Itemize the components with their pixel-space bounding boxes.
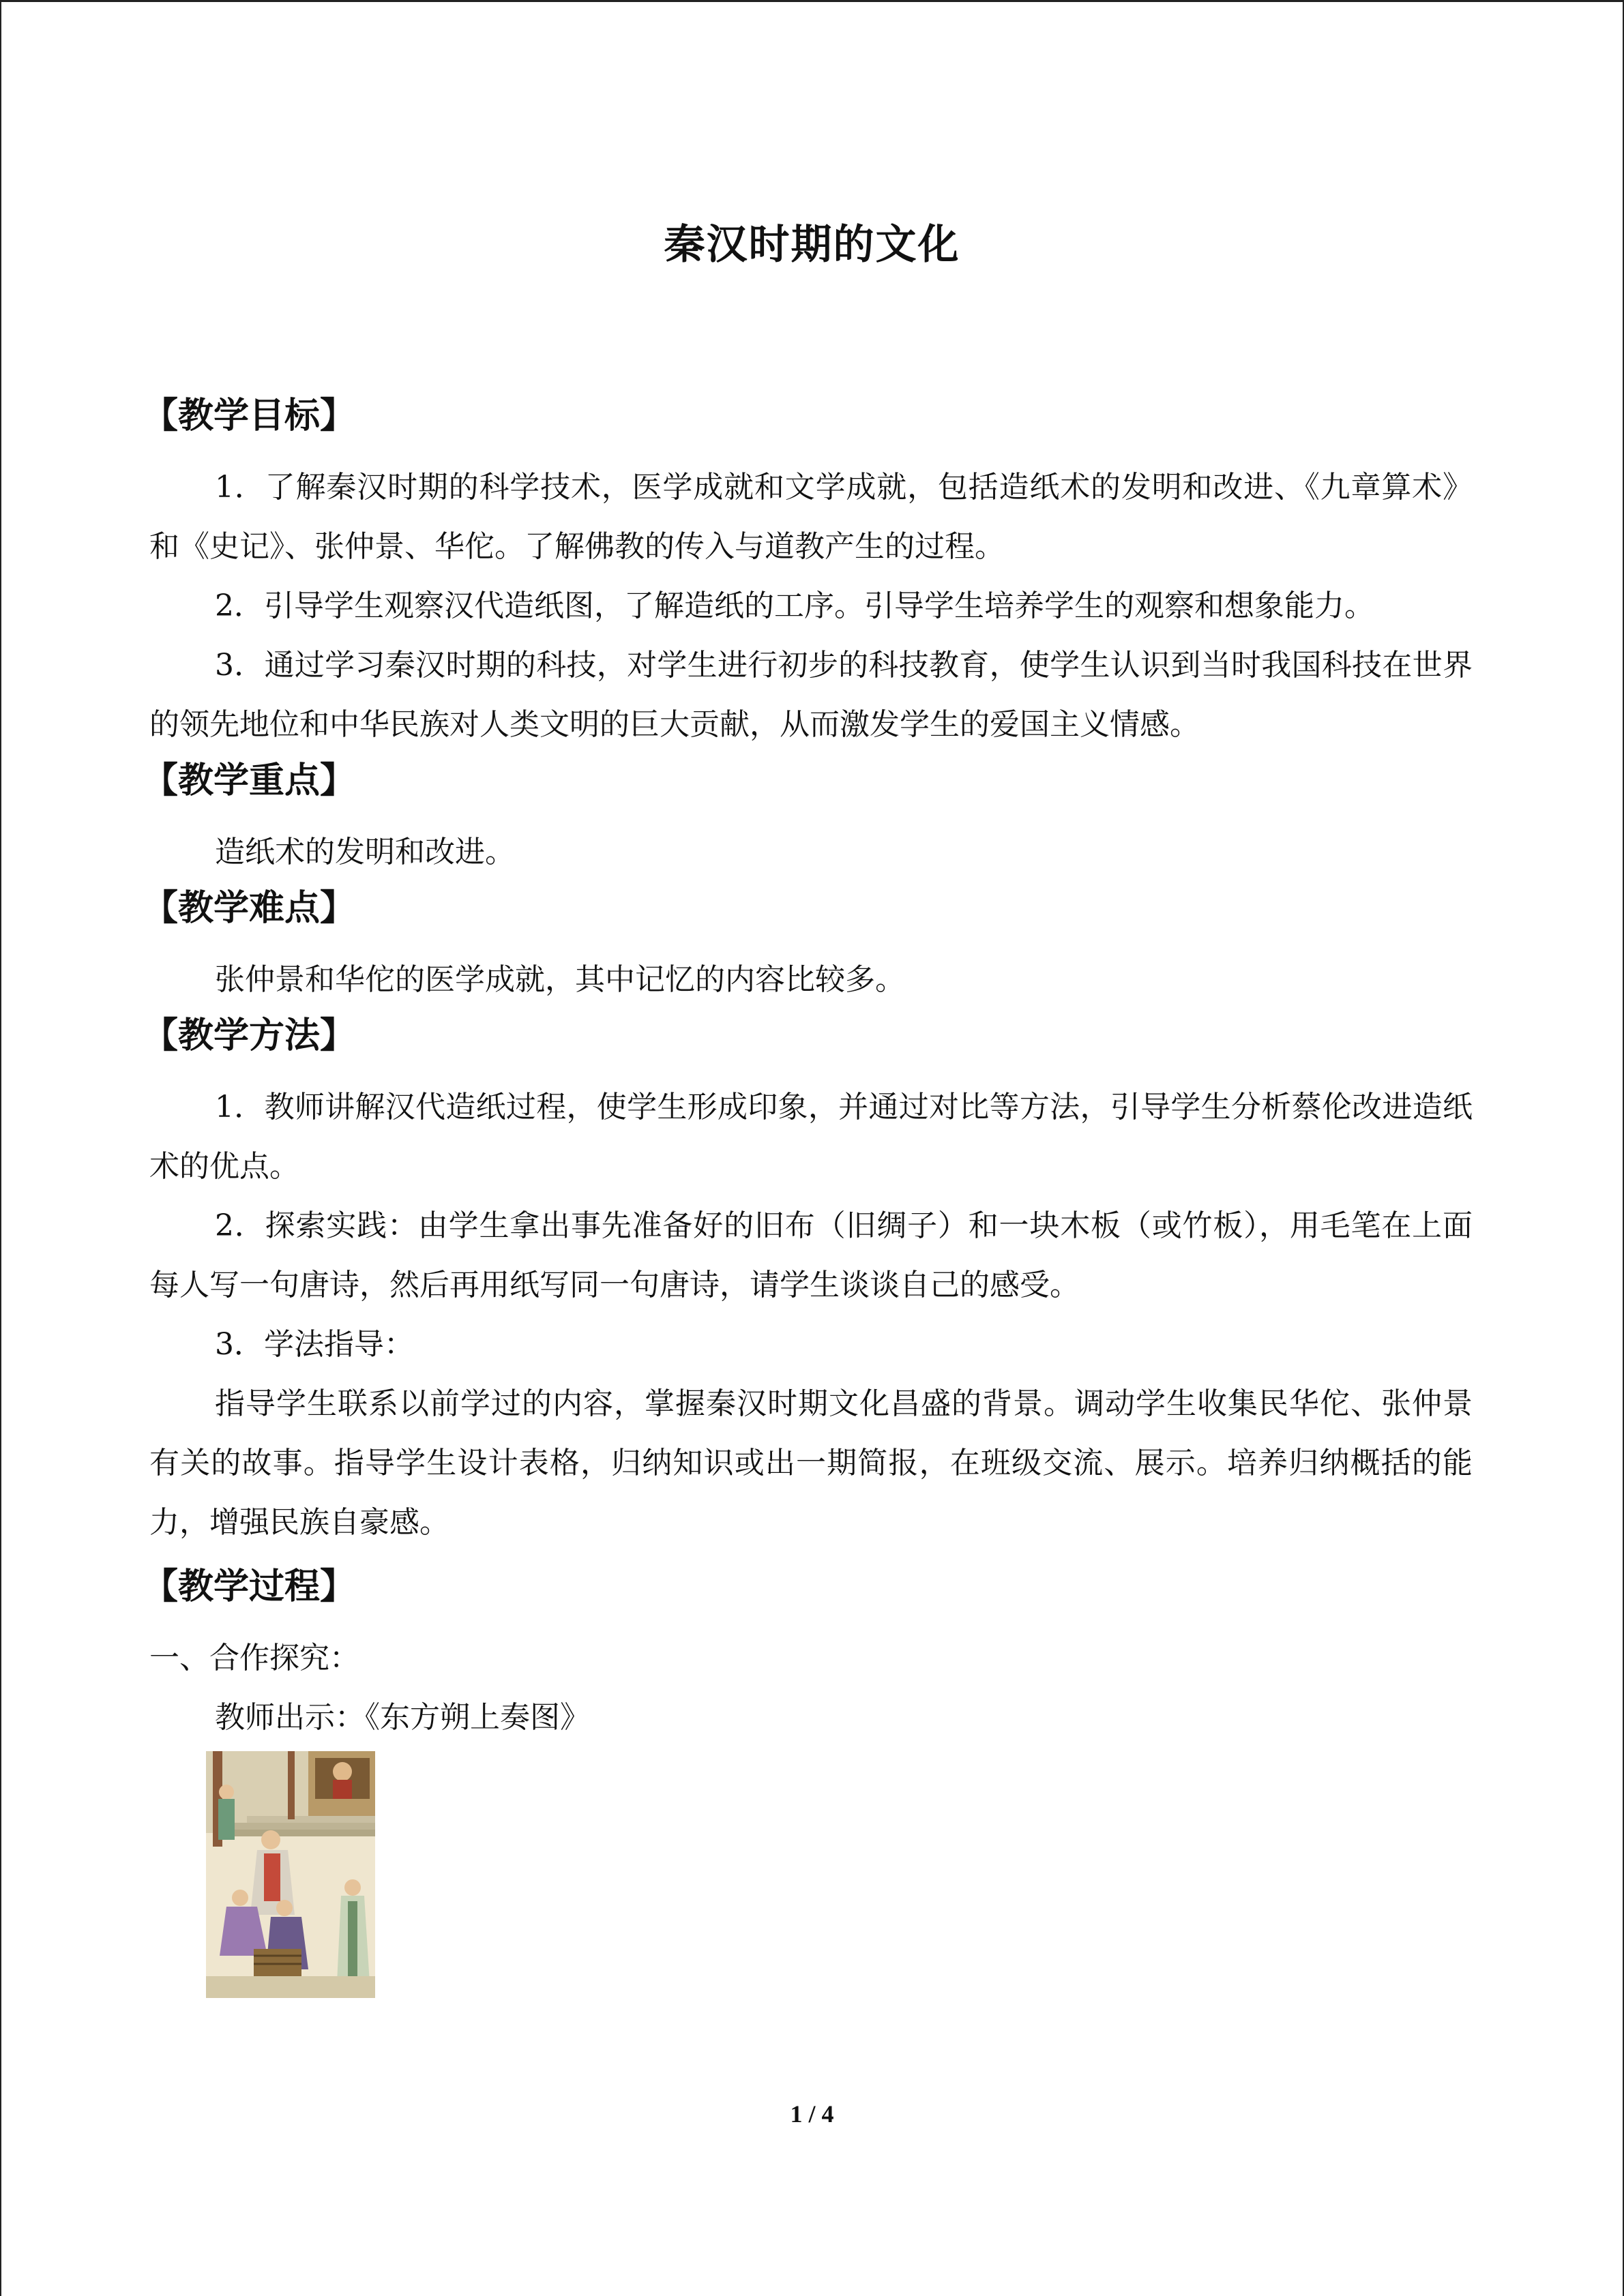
document-body [143, 389, 1473, 1998]
process-step-one: 一、合作探究： [149, 1641, 359, 1675]
heading-key-points: 【教学重点】 [143, 760, 356, 801]
goal-item-3: 3．通过学习秦汉时期的科技，对学生进行初步的科技教育，使学生认识到当时我国科技在世界的领先地位和中华民族对人类文明的巨大贡献，从而激发学生的爱国主义情感。 [149, 648, 1473, 742]
teacher-shows-text: 教师出示：《东方朔上奏图》 [215, 1700, 590, 1735]
difficulties-text: 张仲景和华佗的医学成就，其中记忆的内容比较多。 [215, 962, 905, 997]
method-item-1: 1．教师讲解汉代造纸过程，使学生形成印象，并通过对比等方法，引导学生分析蔡伦改进造纸术的优点。 [149, 1090, 1473, 1184]
method-item-4: 指导学生联系以前学过的内容，掌握秦汉时期文化昌盛的背景。调动学生收集民华佗、张仲景有关的故事。指导学生设计表格，归纳知识或出一期简报，在班级交流、展示。培养归纳概括的能力，增强民族自豪感。 [149, 1386, 1473, 1540]
heading-difficulties: 【教学难点】 [143, 888, 356, 929]
page-number: 1 / 4 [790, 2100, 834, 2128]
dongfang-shuo-illustration [206, 1751, 375, 1998]
goal-item-2: 2．引导学生观察汉代造纸图，了解造纸的工序。引导学生培养学生的观察和想象能力。 [215, 588, 1374, 623]
method-item-3: 3．学法指导： [215, 1327, 414, 1362]
heading-teaching-goals: 【教学目标】 [143, 396, 356, 436]
key-points-text: 造纸术的发明和改进。 [215, 835, 515, 869]
document-title: 秦汉时期的文化 [664, 221, 960, 269]
goal-item-1: 1．了解秦汉时期的科学技术，医学成就和文学成就，包括造纸术的发明和改进、《九章算术》和《史记》、张仲景、华佗。了解佛教的传入与道教产生的过程。 [149, 470, 1473, 564]
method-item-2: 2．探索实践：由学生拿出事先准备好的旧布（旧绸子）和一块木板（或竹板），用毛笔在上面每人写一句唐诗，然后再用纸写同一句唐诗，请学生谈谈自己的感受。 [149, 1208, 1473, 1302]
heading-teaching-methods: 【教学方法】 [143, 1015, 356, 1056]
heading-teaching-process: 【教学过程】 [143, 1566, 356, 1607]
